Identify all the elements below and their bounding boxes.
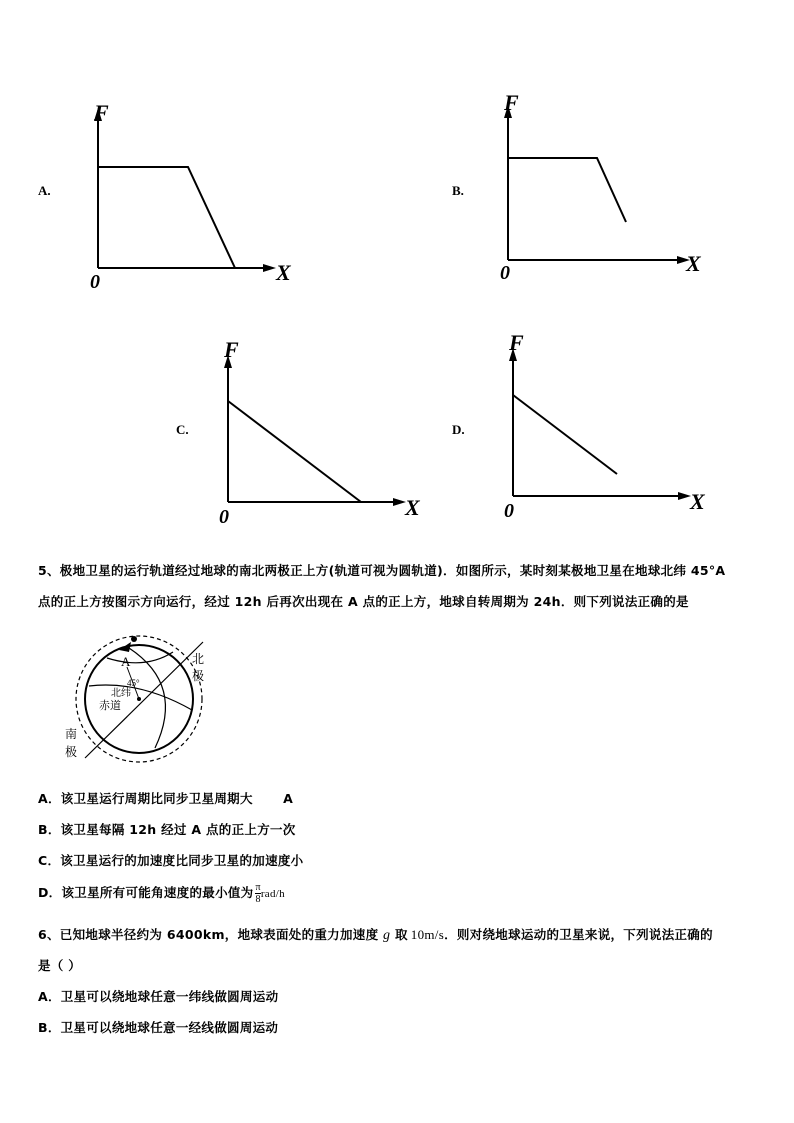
origin-label: 0 bbox=[90, 271, 100, 293]
q6-option-a: A．卫星可以绕地球任意一纬线做圆周运动 bbox=[38, 989, 279, 1004]
graph-d bbox=[495, 328, 725, 528]
graph-a bbox=[80, 95, 310, 295]
latitude-line bbox=[107, 652, 173, 663]
origin-label: 0 bbox=[219, 506, 229, 528]
q5-stem-line1: 5、极地卫星的运行轨道经过地球的南北两极正上方(轨道可视为圆轨道)．如图所示，某时刻某极地卫星在地球北纬 45°A bbox=[38, 563, 726, 578]
q5-stem-line2: 点的正上方按图示方向运行，经过 12h 后再次出现在 A 点的正上方，地球自转周期为 24h．则下列说法正确的是 bbox=[38, 594, 689, 609]
q5-option-c: C．该卫星运行的加速度比同步卫星的加速度小 bbox=[38, 853, 304, 868]
label-south-2: 极 bbox=[65, 745, 78, 759]
label-north-2: 极 bbox=[192, 669, 205, 683]
x-axis-arrow bbox=[263, 264, 276, 272]
q5-option-b: B．该卫星每隔 12h 经过 A 点的正上方一次 bbox=[38, 822, 296, 837]
x-label: X bbox=[405, 495, 420, 520]
origin-label: 0 bbox=[504, 500, 514, 522]
option-label-d: D. bbox=[452, 422, 465, 437]
option-label-a: A. bbox=[38, 183, 51, 198]
origin-label: 0 bbox=[500, 262, 510, 284]
label-north-1: 北 bbox=[192, 652, 205, 666]
force-curve bbox=[98, 167, 235, 268]
x-label: X bbox=[690, 489, 705, 514]
q6-symbol-g: g bbox=[383, 928, 391, 943]
q6-stem-part-c: ．则对绕地球运动的卫星来说，下列说法正确的 bbox=[444, 927, 713, 942]
q6-stem-part-a: 6、已知地球半径约为 6400km，地球表面处的重力加速度 bbox=[38, 927, 384, 942]
frac-denominator: 8 bbox=[255, 894, 261, 905]
q6-stem-part-b: 取 bbox=[390, 927, 408, 942]
satellite-dot bbox=[131, 636, 137, 642]
q5-option-d bbox=[38, 882, 285, 905]
direction-arrow-icon bbox=[119, 642, 131, 652]
frac-numerator: π bbox=[255, 882, 261, 893]
y-label: F bbox=[224, 337, 239, 362]
graph-c bbox=[210, 335, 440, 535]
label-a: A bbox=[121, 654, 131, 669]
earth-center bbox=[137, 697, 141, 701]
y-label: F bbox=[509, 330, 524, 355]
q5-option-d-text: D．该卫星所有可能角速度的最小值为 bbox=[38, 885, 254, 900]
y-label: F bbox=[504, 90, 519, 115]
label-equator: 赤道 bbox=[99, 700, 121, 712]
x-label: X bbox=[686, 251, 701, 276]
q6-stem-line2: 是（ ） bbox=[38, 958, 82, 973]
label-angle: 45° bbox=[127, 678, 140, 688]
force-curve bbox=[508, 158, 626, 222]
force-curve bbox=[228, 401, 361, 502]
label-south-1: 南 bbox=[65, 727, 78, 741]
option-label-c: C. bbox=[176, 422, 189, 437]
angular-unit: rad/h bbox=[260, 888, 285, 900]
q5-option-a bbox=[38, 791, 293, 806]
q5-option-a-mark: A bbox=[283, 791, 294, 806]
graph-b bbox=[490, 88, 720, 288]
q6-option-b: B．卫星可以绕地球任意一经线做圆周运动 bbox=[38, 1020, 279, 1035]
polar-orbit-figure bbox=[55, 630, 225, 770]
q6-gravity-value: 10m/s bbox=[410, 927, 445, 942]
q6-stem-line1 bbox=[38, 927, 713, 943]
option-label-b: B. bbox=[452, 183, 464, 198]
x-label: X bbox=[276, 260, 291, 285]
q5-option-a-text: A．该卫星运行周期比同步卫星周期大 bbox=[38, 791, 253, 806]
y-label: F bbox=[94, 100, 109, 125]
label-latitude: 北纬 bbox=[111, 688, 131, 699]
force-curve bbox=[513, 395, 617, 474]
